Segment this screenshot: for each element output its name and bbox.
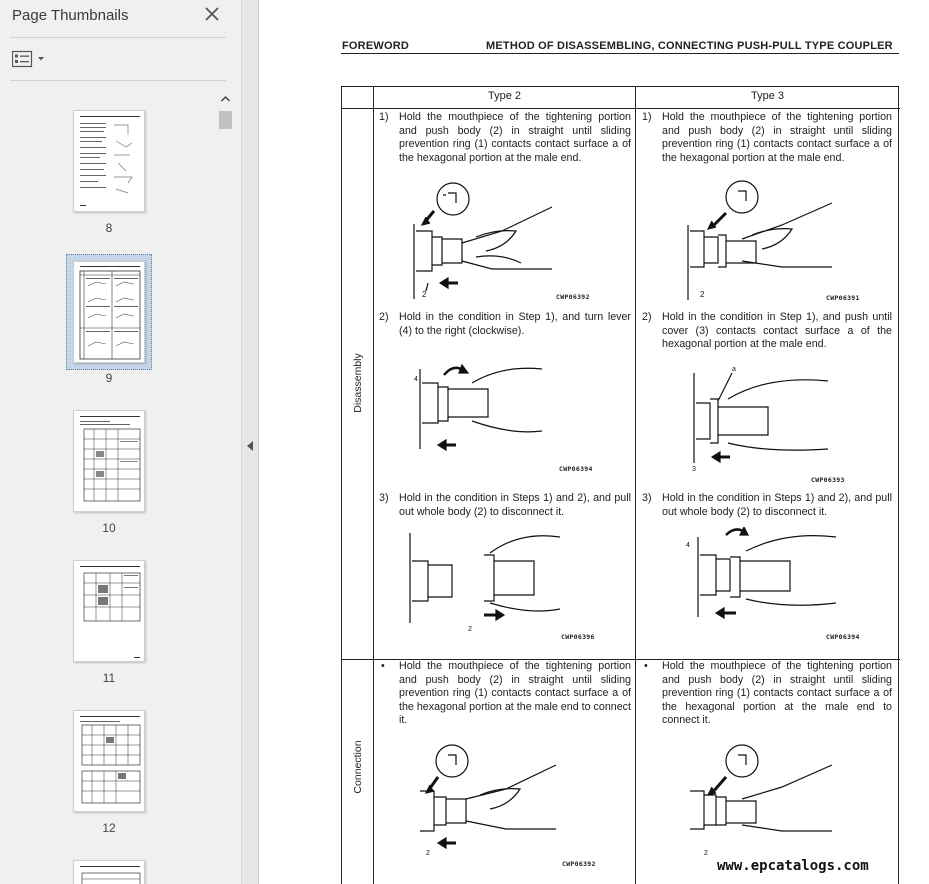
figure-coupler-push (682, 175, 842, 300)
row-label-connection: Connection (352, 740, 364, 794)
header-section: FOREWORD (342, 40, 409, 52)
thumbnail-options-button[interactable] (12, 49, 48, 69)
step-instructions: Hold in the condition in Step 1), and turn lever (4) to the right (clockwise). (399, 311, 631, 337)
thumbnail-page-9[interactable] (73, 261, 145, 363)
step-number: 2) (642, 311, 652, 323)
thumbnail-page-number: 8 (105, 221, 113, 235)
step-number: 3) (642, 492, 652, 504)
collapse-panel-icon[interactable] (247, 441, 253, 451)
thumbnail-page-number: 11 (102, 671, 116, 685)
panel-splitter[interactable] (241, 0, 259, 884)
thumbnail-page-12[interactable] (73, 710, 145, 812)
svg-text:2: 2 (426, 850, 430, 857)
thumbnail-page-10[interactable] (73, 410, 145, 512)
watermark: www.epcatalogs.com (717, 858, 869, 874)
thumbnail-page-number: 12 (102, 821, 116, 835)
thumbnail-page-number: 9 (105, 371, 113, 385)
thumbnail-page-11[interactable] (73, 560, 145, 662)
figure-code: CWP06392 (556, 293, 590, 301)
bullet: • (381, 660, 385, 672)
figure-code: CWP06393 (811, 476, 845, 484)
figure-disconnect (686, 527, 846, 627)
thumbnail-page-number: 10 (102, 521, 116, 535)
coupler-table (341, 86, 899, 884)
step-instructions: Hold the mouthpiece of the tightening portion and push body (2) in straight until sliding prevention ring (1) contacts contact surface a of the hexagonal portion at the male end to connect it. (399, 660, 631, 727)
document-page (259, 0, 929, 884)
figure-coupler-push (406, 179, 566, 299)
thumbnail-options-icon (12, 49, 48, 69)
thumbnail-list (0, 88, 218, 884)
step-number: 1) (642, 111, 652, 123)
panel-header (0, 0, 241, 36)
figure-connect (416, 739, 566, 857)
step-number: 2) (379, 311, 389, 323)
column-header-type3: Type 3 (750, 90, 785, 102)
step-instructions: Hold in the condition in Step 1), and push until cover (3) contacts contact surface a of the hexagonal portion at the male end. (662, 311, 892, 351)
step-instructions: Hold the mouthpiece of the tightening portion and push body (2) in straight until sliding prevention ring (1) contacts contact surface a of the hexagonal portion at the male end. (662, 111, 892, 164)
figure-cover-push (688, 363, 838, 473)
figure-code: CWP06394 (826, 633, 860, 641)
step-instructions: Hold in the condition in Steps 1) and 2), and pull out whole body (2) to disconnect it. (399, 492, 631, 518)
page-thumbnails-panel (0, 0, 241, 884)
step-instructions: Hold the mouthpiece of the tightening portion and push body (2) in straight until sliding prevention ring (1) contacts contact surface a of the hexagonal portion at the male end. (399, 111, 631, 164)
svg-text:2: 2 (700, 290, 705, 299)
figure-disconnect (406, 533, 566, 633)
scrollbar-thumb[interactable] (219, 111, 232, 129)
header-rule (341, 53, 899, 54)
svg-text:3: 3 (692, 466, 696, 473)
svg-text:2: 2 (422, 290, 427, 299)
step-instructions: Hold the mouthpiece of the tightening portion and push body (2) in straight until sliding prevention ring (1) contacts contact surface a of the hexagonal portion at the male end to connect it. (662, 660, 892, 727)
figure-lever-turn (412, 359, 562, 454)
close-icon[interactable] (203, 5, 221, 23)
svg-text:a: a (732, 366, 736, 373)
thumbnail-page-8[interactable] (73, 110, 145, 212)
svg-text:4: 4 (686, 542, 690, 549)
row-label-disassembly: Disassembly (352, 353, 364, 413)
svg-text:2: 2 (704, 850, 708, 857)
svg-text:2: 2 (468, 626, 472, 633)
header-title: METHOD OF DISASSEMBLING, CONNECTING PUSH-PULL TYPE COUPLER (486, 40, 893, 52)
figure-code: CWP06392 (562, 860, 596, 868)
figure-code: CWP06391 (826, 294, 860, 302)
step-instructions: Hold in the condition in Steps 1) and 2), and pull out whole body (2) to disconnect it. (662, 492, 892, 518)
panel-title: Page Thumbnails (12, 7, 129, 24)
scroll-up-icon[interactable] (220, 91, 231, 101)
figure-code: CWP06396 (561, 633, 595, 641)
figure-code: CWP06394 (559, 465, 593, 473)
divider (10, 37, 226, 38)
thumbnail-page-9-selected[interactable] (66, 254, 152, 370)
divider (10, 80, 226, 81)
thumbnail-scrollbar[interactable] (218, 88, 233, 884)
step-number: 3) (379, 492, 389, 504)
column-header-type2: Type 2 (487, 90, 522, 102)
thumbnail-page-partial[interactable] (73, 860, 145, 884)
figure-connect (686, 739, 846, 857)
bullet: • (644, 660, 648, 672)
step-number: 1) (379, 111, 389, 123)
svg-text:4: 4 (414, 376, 418, 383)
